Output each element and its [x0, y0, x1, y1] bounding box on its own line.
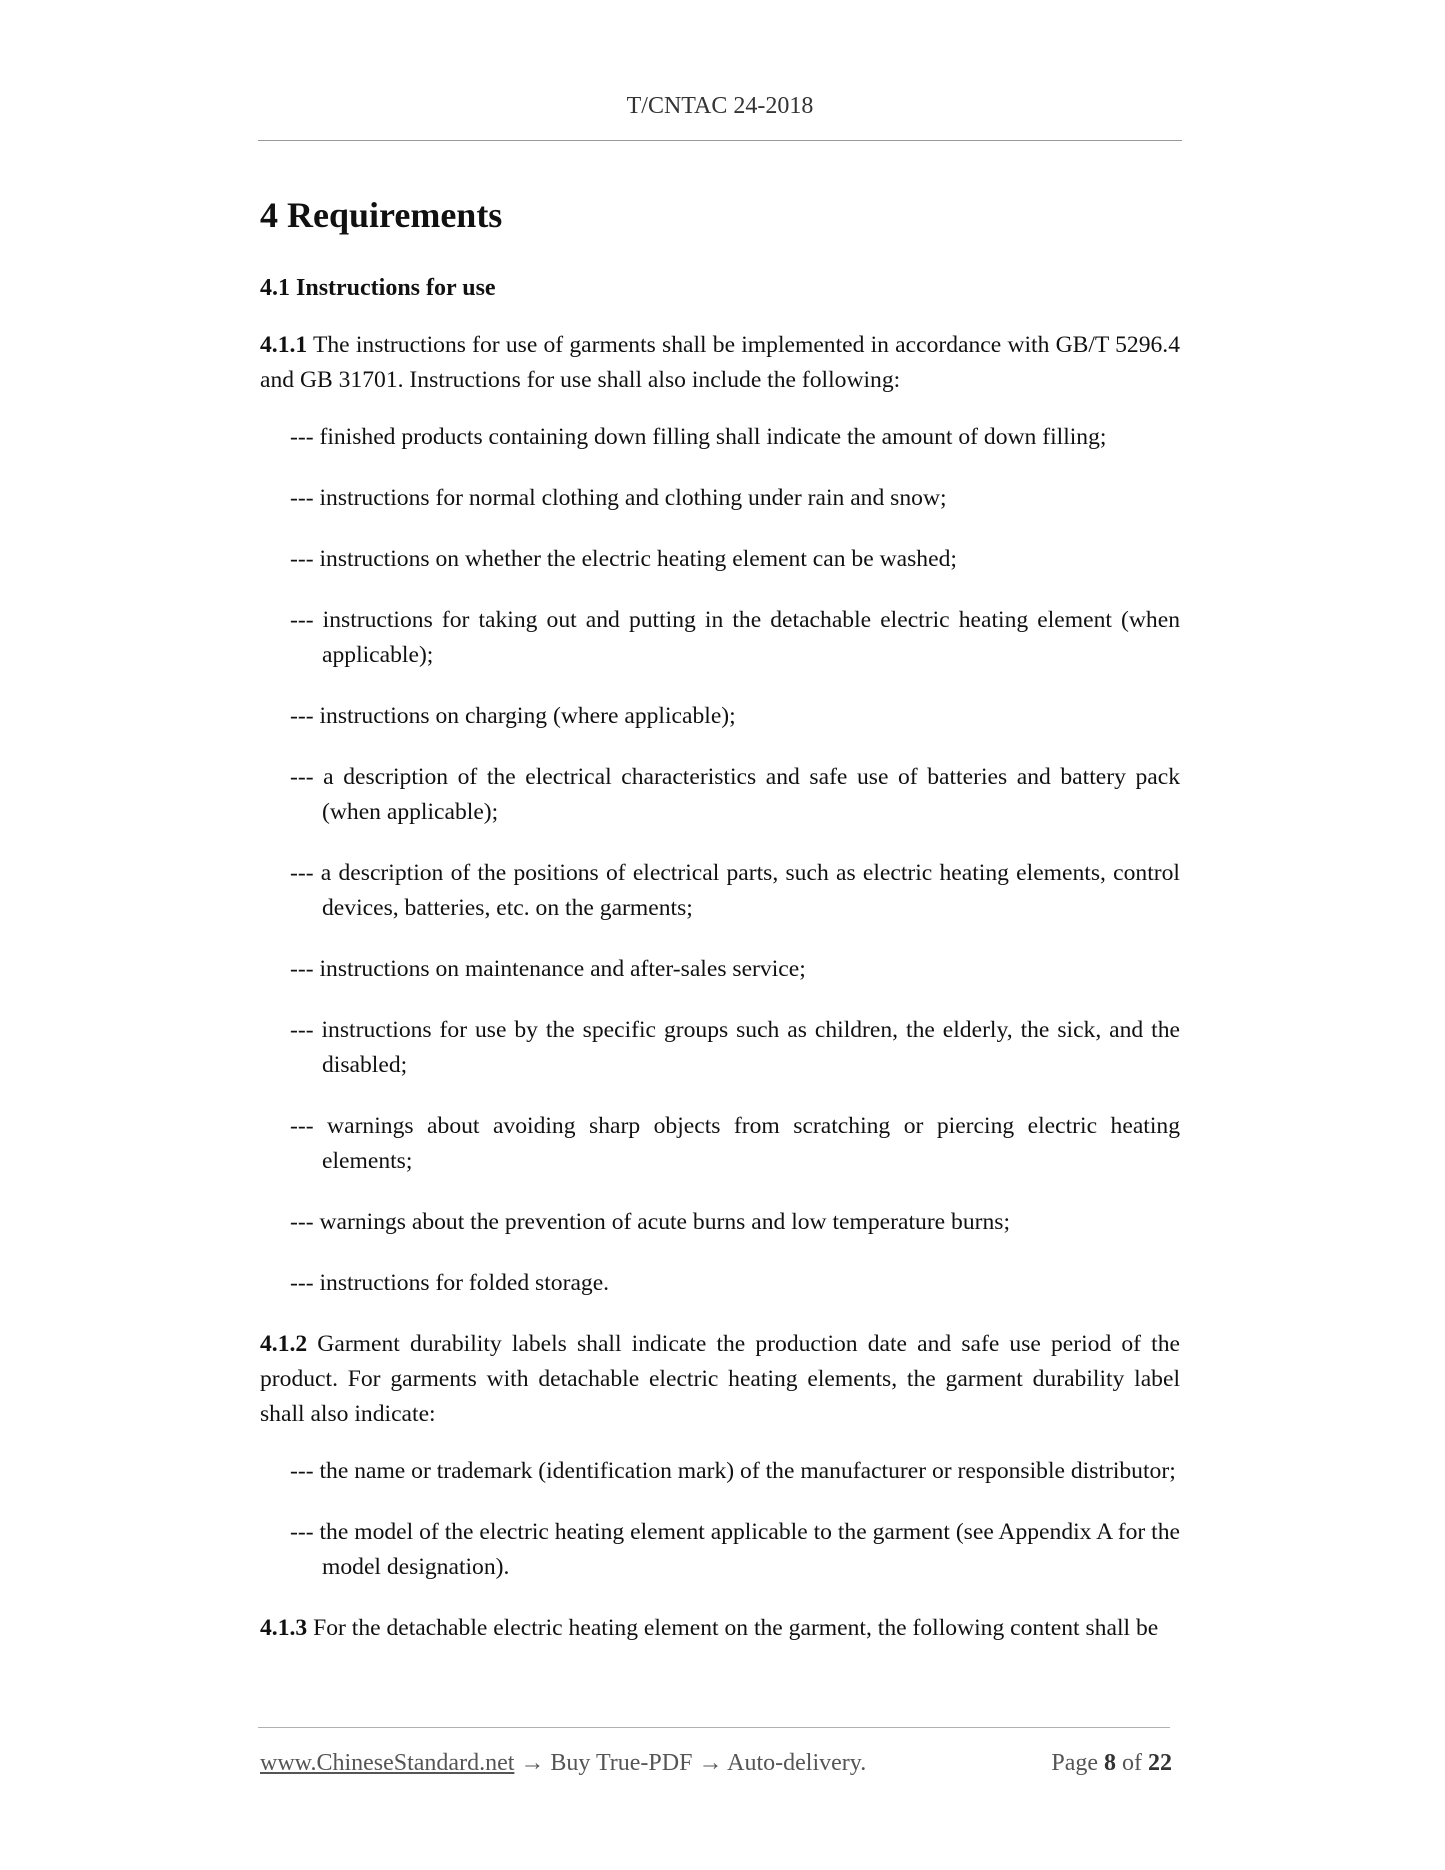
list-item: --- instructions for taking out and putting in the detachable electric heating element (when applicable); [290, 607, 1180, 668]
website-link[interactable]: www.ChineseStandard.net [260, 1750, 515, 1776]
clause-text: Garment durability labels shall indicate the production date and safe use period of the product. For garments with detachable electric heating elements, the garment durability label shall also indicate: [260, 1331, 1180, 1427]
clause-4-1-1 [260, 328, 1180, 398]
subsection-heading: 4.1 Instructions for use [260, 275, 496, 301]
page-content [260, 190, 1180, 1668]
delivery-text: Auto-delivery. [722, 1750, 867, 1776]
arrow-icon: → [698, 1750, 723, 1776]
list-item: --- the name or trademark (identification mark) of the manufacturer or responsible distributor; [290, 1458, 1176, 1484]
list-item: --- instructions on whether the electric heating element can be washed; [290, 546, 957, 572]
of-label: of [1116, 1750, 1148, 1776]
list-item: --- instructions for use by the specific groups such as children, the elderly, the sick, and the disabled; [290, 1017, 1180, 1078]
clause-number: 4.1.1 [260, 332, 308, 358]
list-item: --- warnings about avoiding sharp objects from scratching or piercing electric heating elements; [290, 1113, 1180, 1174]
list-item: --- instructions for folded storage. [290, 1270, 610, 1296]
list-item: --- the model of the electric heating element applicable to the garment (see Appendix A for the model designation). [290, 1519, 1180, 1580]
page-footer [260, 1746, 1172, 1780]
list-item: --- a description of the electrical characteristics and safe use of batteries and battery pack (when applicable); [290, 764, 1180, 825]
list-item: --- instructions on charging (where applicable); [290, 703, 736, 729]
list-item: --- finished products containing down filling shall indicate the amount of down filling; [290, 424, 1107, 450]
label-requirements-list [260, 1454, 1180, 1585]
page-indicator [1051, 1746, 1172, 1780]
instructions-list [260, 420, 1180, 1301]
clause-text: The instructions for use of garments shall be implemented in accordance with GB/T 5296.4 and GB 31701. Instructions for use shall also include the following: [260, 332, 1180, 393]
clause-number: 4.1.3 [260, 1615, 308, 1641]
section-heading: 4 Requirements [260, 195, 503, 235]
page-label: Page [1051, 1750, 1104, 1776]
clause-4-1-3 [260, 1611, 1180, 1646]
list-item: --- instructions for normal clothing and clothing under rain and snow; [290, 485, 947, 511]
list-item: --- a description of the positions of electrical parts, such as electric heating elements, control devices, batteries, etc. on the garments; [290, 860, 1180, 921]
header-divider [258, 140, 1182, 141]
page-number: 8 [1104, 1750, 1116, 1776]
list-item: --- warnings about the prevention of acute burns and low temperature burns; [290, 1209, 1011, 1235]
clause-number: 4.1.2 [260, 1331, 308, 1357]
list-item: --- instructions on maintenance and after-sales service; [290, 956, 806, 982]
footer-divider [258, 1727, 1170, 1728]
document-id: T/CNTAC 24-2018 [626, 93, 814, 119]
clause-text: For the detachable electric heating element on the garment, the following content shall be [307, 1615, 1159, 1641]
document-header [258, 93, 1182, 120]
arrow-icon: → [520, 1750, 545, 1776]
total-pages: 22 [1148, 1750, 1172, 1776]
buy-text: Buy True-PDF [544, 1750, 699, 1776]
clause-4-1-2 [260, 1327, 1180, 1432]
